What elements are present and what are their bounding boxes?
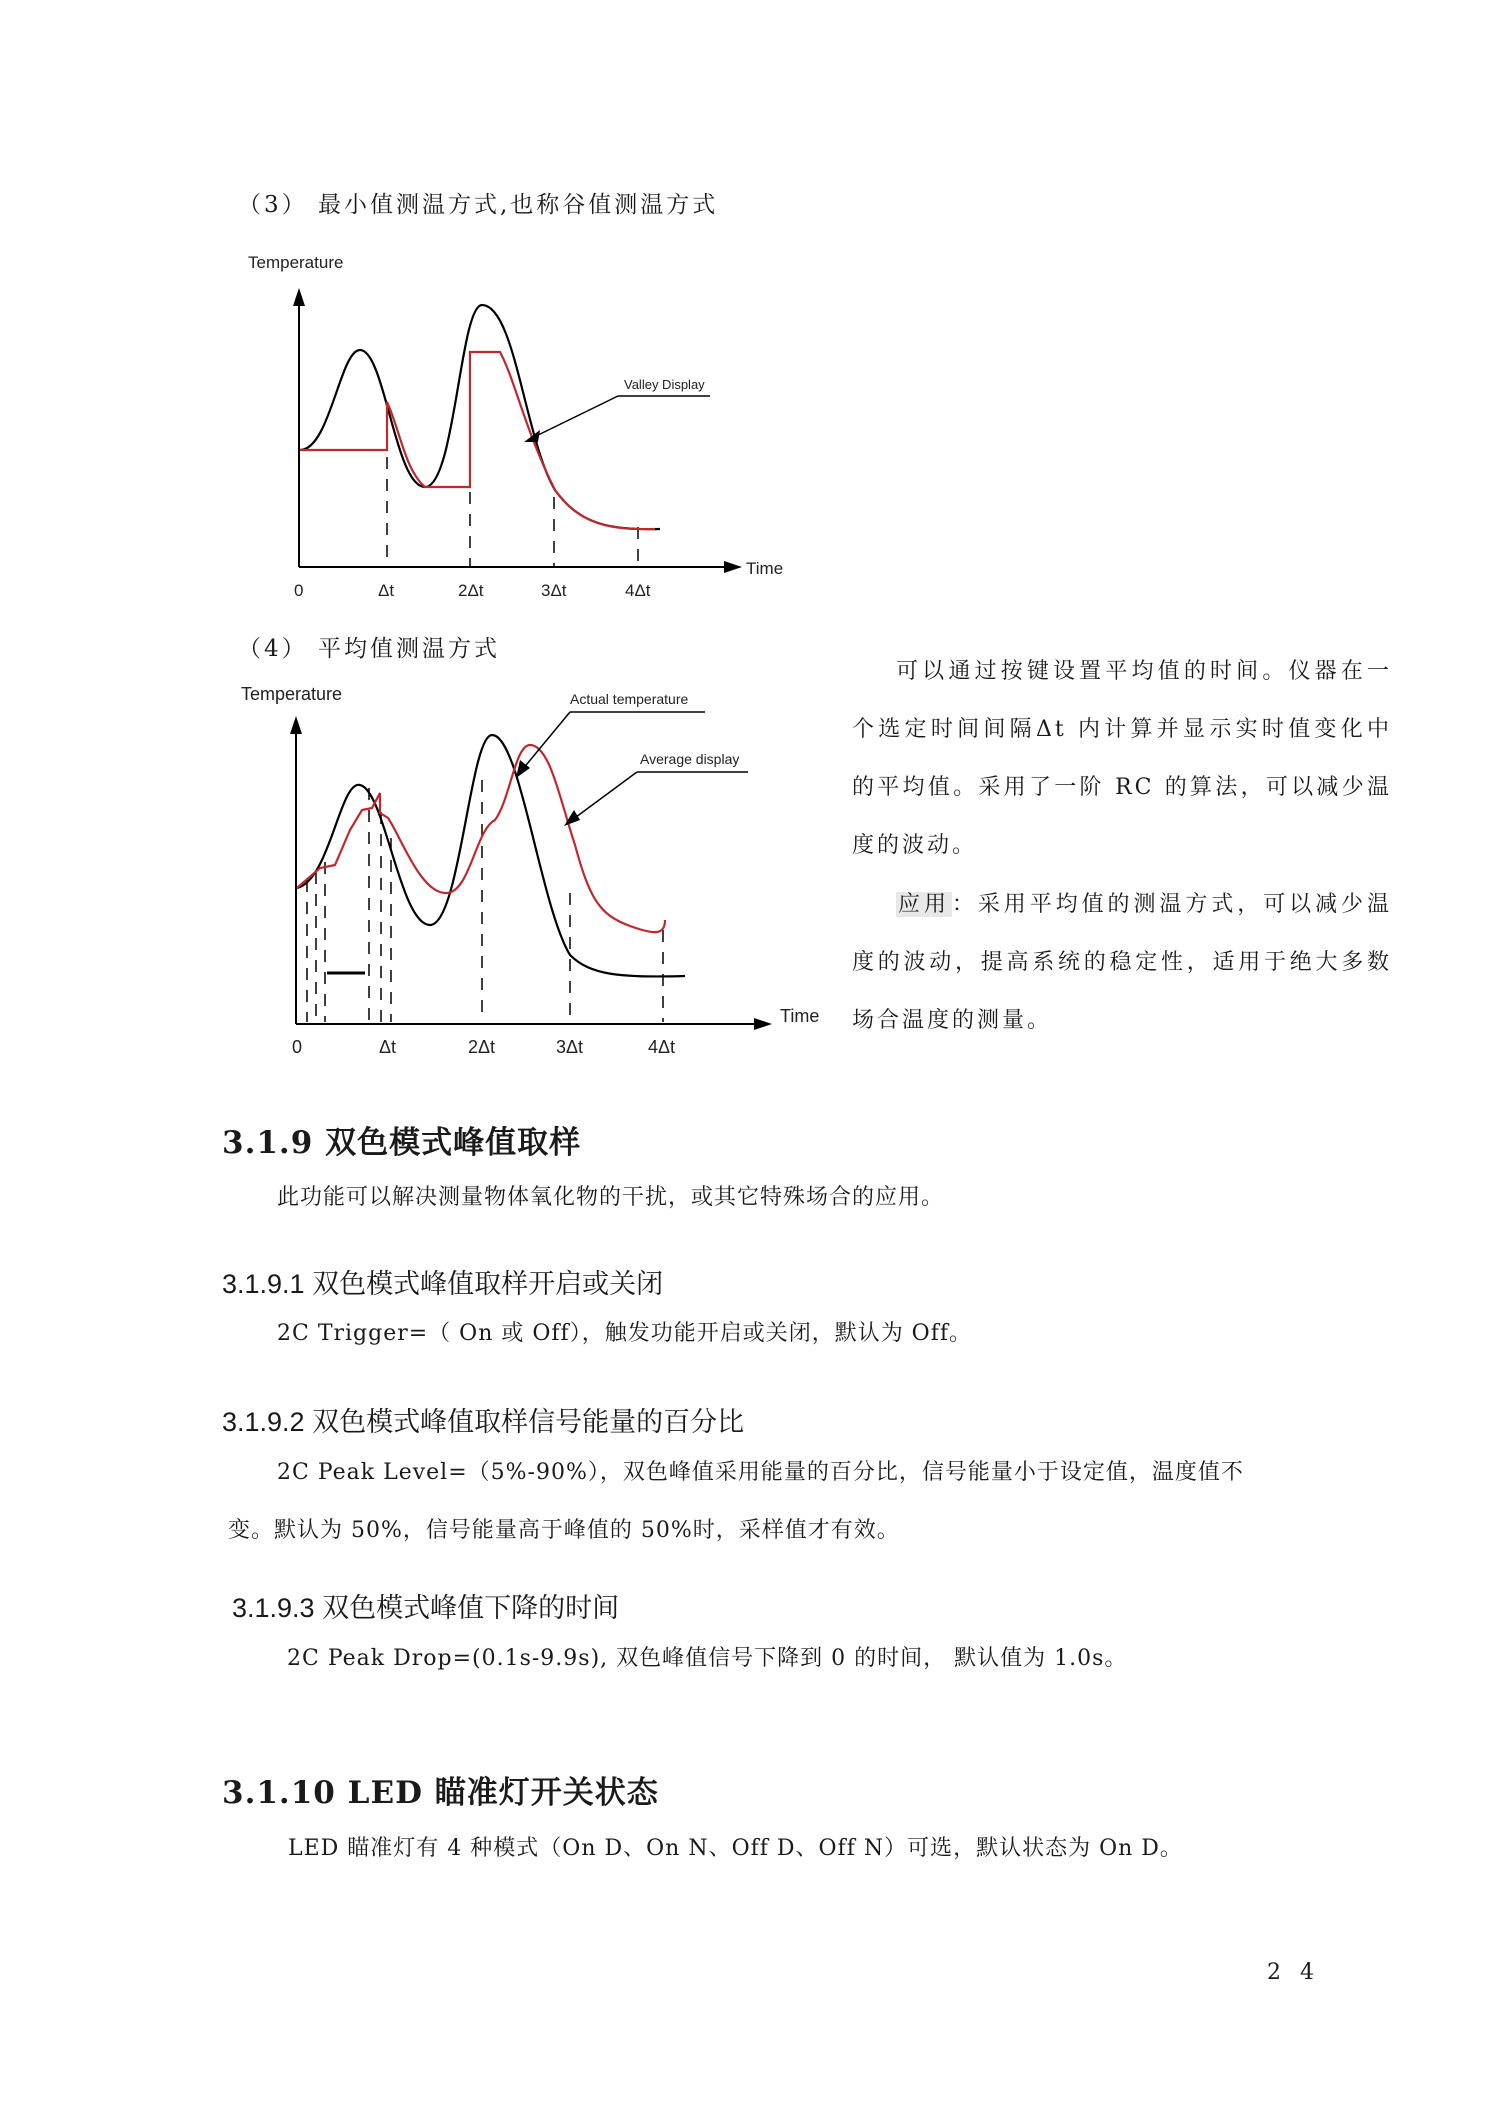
series-average: [297, 745, 665, 932]
section-heading-3-1-9-3: 3.1.9.3 双色模式峰值下降的时间: [232, 1593, 620, 1623]
annotation-label: Valley Display: [624, 377, 705, 392]
interval-markers: [387, 457, 638, 567]
x-axis-arrow: [724, 561, 742, 573]
y-axis-arrow: [293, 288, 305, 306]
valley-chart: [240, 245, 800, 605]
caption-average-mode: （4） 平均值测温方式: [238, 636, 500, 662]
x-axis-label: Time: [746, 559, 784, 578]
y-axis-label: Temperature: [241, 684, 343, 704]
y-axis-label: Temperature: [248, 253, 344, 272]
x-tick-label: 0: [292, 1037, 303, 1055]
x-tick-label: 4Δt: [625, 581, 651, 600]
x-tick-label: 4Δt: [648, 1037, 676, 1055]
application-label: 应用: [898, 892, 950, 917]
annotation-leader: [522, 712, 570, 770]
series-actual: [300, 305, 660, 529]
average-description: [852, 643, 1392, 875]
x-tick-label: Δt: [379, 1037, 397, 1055]
section-intro-3-1-9: 此功能可以解决测量物体氧化物的干扰，或其它特殊场合的应用。: [277, 1185, 945, 1210]
y-axis-arrow: [290, 716, 302, 734]
annotation-label: Average display: [640, 751, 740, 767]
section-heading-3-1-9-2: 3.1.9.2 双色模式峰值取样信号能量的百分比: [222, 1407, 745, 1437]
x-tick-label: 3Δt: [556, 1037, 584, 1055]
x-tick-label: 2Δt: [458, 581, 484, 600]
x-tick-label: 2Δt: [468, 1037, 496, 1055]
section-heading-3-1-9: 3.1.9 双色模式峰值取样: [222, 1125, 582, 1161]
annotation-leader: [532, 396, 618, 438]
average-chart: [235, 670, 835, 1055]
series-actual: [297, 735, 685, 977]
section-text-3-1-9-2-line1: 2C Peak Level=（5%-90%），双色峰值采用能量的百分比，信号能量小于设定值，温度值不: [277, 1460, 1244, 1485]
section-heading-3-1-9-1: 3.1.9.1 双色模式峰值取样开启或关闭: [222, 1269, 664, 1299]
annotation-label: Actual temperature: [570, 691, 689, 707]
section-text-3-1-9-2-line2: 变。默认为 50%，信号能量高于峰值的 50%时，采样值才有效。: [228, 1518, 900, 1543]
x-tick-label: Δt: [378, 581, 395, 600]
x-axis-label: Time: [780, 1006, 820, 1026]
page-number: 2 4: [1267, 1960, 1320, 1985]
annotation-arrowhead: [524, 430, 540, 442]
interval-markers: [307, 780, 663, 1022]
application-paragraph: [852, 876, 1392, 1050]
section-text-3-1-10: LED 瞄准灯有 4 种模式（On D、On N、Off D、Off N）可选，默认状态为 On D。: [288, 1836, 1183, 1861]
x-tick-label: 0: [294, 581, 304, 600]
x-axis-arrow: [754, 1018, 772, 1030]
x-tick-label: 3Δt: [541, 581, 567, 600]
description-text: 可以通过按键设置平均值的时间。仪器在一个选定时间间隔Δt 内计算并显示实时值变化中的平均值。采用了一阶 RC 的算法，可以减少温度的波动。: [852, 659, 1392, 858]
annotation-leader: [572, 772, 637, 820]
section-text-3-1-9-3: 2C Peak Drop=(0.1s-9.9s), 双色峰值信号下降到 0 的时间， 默认值为 1.0s。: [287, 1646, 1128, 1671]
series-valley: [300, 352, 655, 529]
application-text: ：采用平均值的测温方式，可以减少温度的波动，提高系统的稳定性，适用于绝大多数场合温度的测量。: [852, 892, 1392, 1033]
section-text-3-1-9-1: 2C Trigger=（ On 或 Off），触发功能开启或关闭，默认为 Off。: [277, 1321, 973, 1346]
caption-valley-mode: （3） 最小值测温方式,也称谷值测温方式: [238, 192, 719, 218]
section-heading-3-1-10: 3.1.10 LED 瞄准灯开关状态: [222, 1775, 659, 1811]
